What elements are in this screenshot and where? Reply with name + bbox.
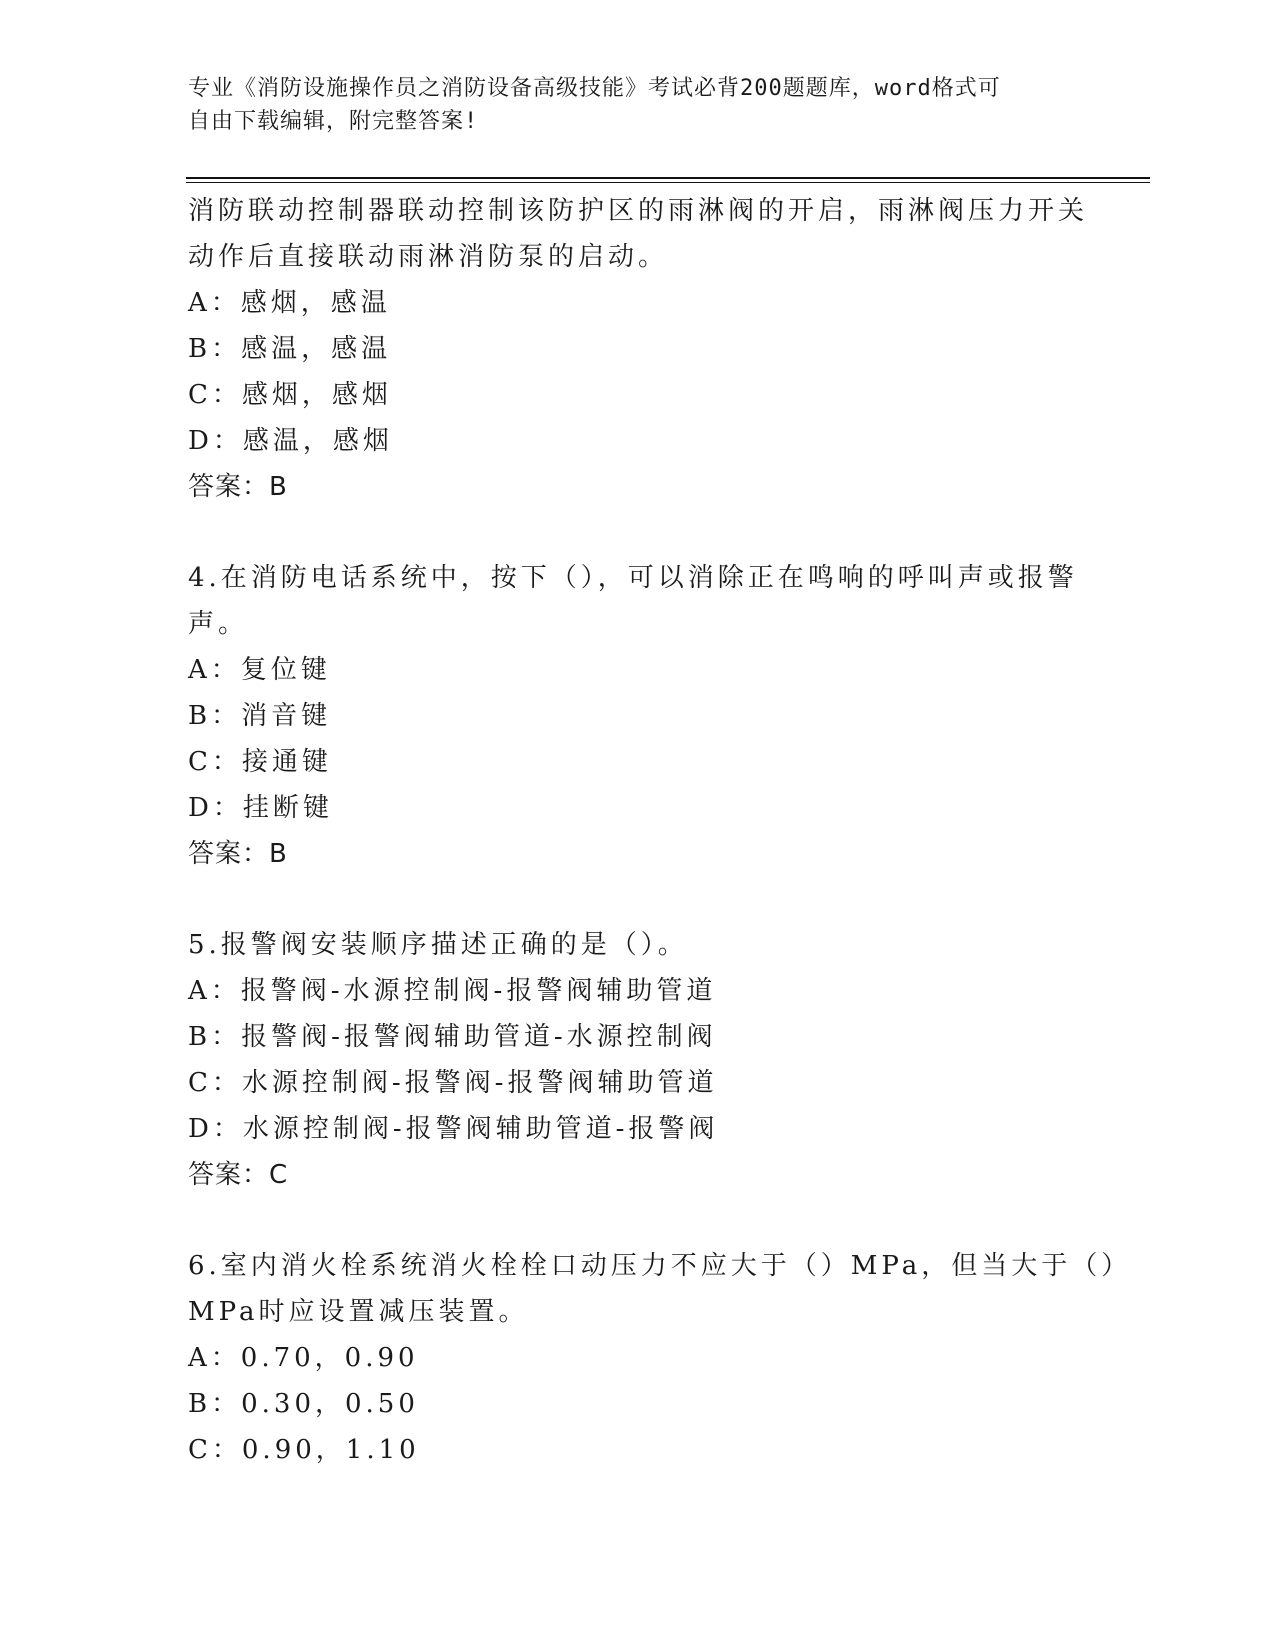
answer-text: 答案：C xyxy=(188,1160,289,1190)
option-b: B：感温，感温 xyxy=(188,334,392,364)
question-spacer xyxy=(188,510,1068,555)
option-a: A：感烟，感温 xyxy=(188,288,391,318)
question-stem-line: 5.报警阀安装顺序描述正确的是（）。 xyxy=(188,930,688,960)
option-b: B：报警阀-报警阀辅助管道-水源控制阀 xyxy=(188,1022,717,1052)
question-4 xyxy=(188,555,1078,877)
answer-text: 答案：B xyxy=(188,839,288,869)
question-stem-line: MPa时应设置减压装置。 xyxy=(188,1297,529,1327)
option-a: A：报警阀-水源控制阀-报警阀辅助管道 xyxy=(188,976,717,1006)
question-spacer xyxy=(188,877,1068,922)
question-list xyxy=(188,188,1132,1473)
option-d: D：挂断键 xyxy=(188,793,333,823)
option-b: B：0.30，0.50 xyxy=(188,1389,419,1419)
option-a: A：0.70，0.90 xyxy=(188,1343,419,1373)
question-stem-line: 声。 xyxy=(188,609,249,639)
option-a: A：复位键 xyxy=(188,655,331,685)
question-5 xyxy=(188,922,1068,1198)
question-stem-line: 动作后直接联动雨淋消防泵的启动。 xyxy=(188,242,669,272)
option-c: C：0.90，1.10 xyxy=(188,1435,420,1465)
question-stem-line: 4.在消防电话系统中，按下（），可以消除正在鸣响的呼叫声或报警 xyxy=(188,563,1078,593)
document-header xyxy=(188,72,1068,138)
question-6 xyxy=(188,1243,1132,1473)
answer-text: 答案：B xyxy=(188,472,288,502)
header-line-2: 自由下载编辑，附完整答案! xyxy=(188,109,479,134)
question-stem-line: 消防联动控制器联动控制该防护区的雨淋阀的开启，雨淋阀压力开关 xyxy=(188,196,1089,226)
option-c: C：感烟，感烟 xyxy=(188,380,392,410)
question-stem-line: 6.室内消火栓系统消火栓栓口动压力不应大于（）MPa，但当大于（） xyxy=(188,1251,1132,1281)
question-spacer xyxy=(188,1198,1068,1243)
question-3 xyxy=(188,188,1089,510)
header-divider-thick xyxy=(186,177,1150,179)
option-d: D：水源控制阀-报警阀辅助管道-报警阀 xyxy=(188,1114,719,1144)
header-line-1: 专业《消防设施操作员之消防设备高级技能》考试必背200题题库，word格式可 xyxy=(188,76,1001,101)
option-c: C：水源控制阀-报警阀-报警阀辅助管道 xyxy=(188,1068,718,1098)
header-divider-thin xyxy=(186,182,1150,183)
option-c: C：接通键 xyxy=(188,747,332,777)
option-b: B：消音键 xyxy=(188,701,332,731)
option-d: D：感温，感烟 xyxy=(188,426,393,456)
